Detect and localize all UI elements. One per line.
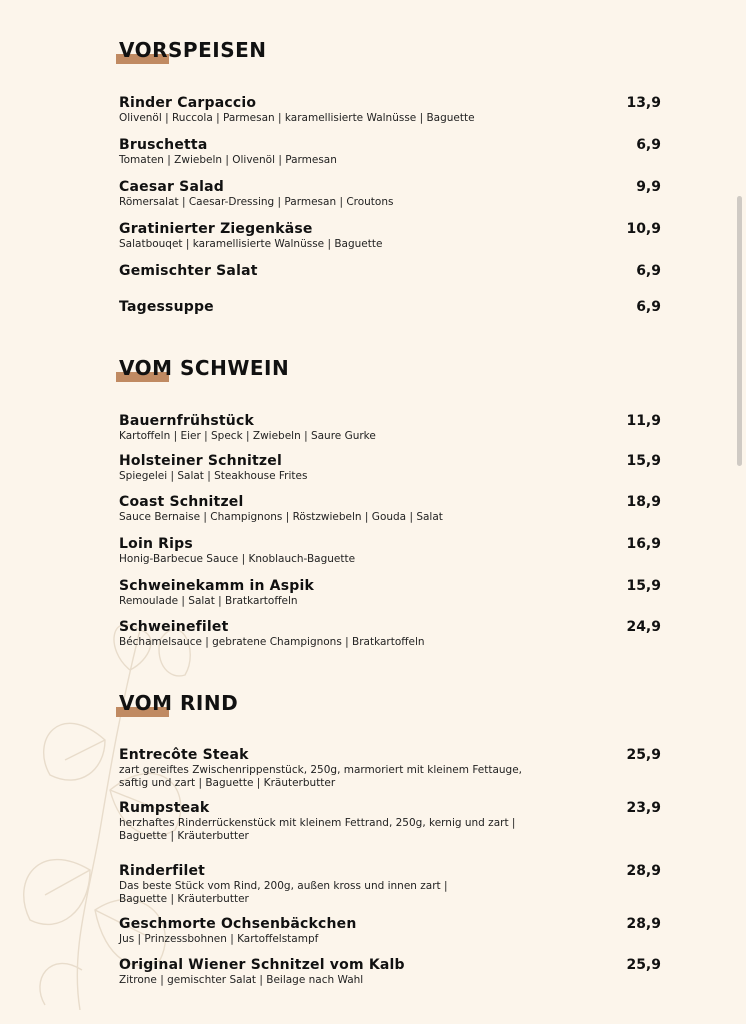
item-name: Bruschetta: [119, 137, 208, 153]
item-price: 16,9: [626, 536, 661, 552]
item-description: Kartoffeln | Eier | Speck | Zwiebeln | Saure Gurke: [119, 430, 376, 442]
menu-item: [119, 137, 661, 167]
menu-item: [119, 957, 661, 987]
item-description: Olivenöl | Ruccola | Parmesan | karamellisierte Walnüsse | Baguette: [119, 112, 475, 124]
menu-item: [119, 453, 661, 483]
item-description-line: herzhaftes Rinderrückenstück mit kleinem Fettrand, 250g, kernig und zart |: [119, 817, 516, 829]
item-name: Coast Schnitzel: [119, 494, 244, 510]
item-price: 15,9: [626, 578, 661, 594]
item-name: Geschmorte Ochsenbäckchen: [119, 916, 357, 932]
section-title: [119, 356, 661, 388]
item-price: 18,9: [626, 494, 661, 510]
item-price: 28,9: [626, 863, 661, 879]
scrollbar-thumb[interactable]: [737, 196, 742, 466]
item-name: Tagessuppe: [119, 299, 214, 315]
item-description: Honig-Barbecue Sauce | Knoblauch-Baguette: [119, 553, 356, 565]
item-description-line: zart gereiftes Zwischenrippenstück, 250g, marmoriert mit kleinem Fettauge,: [119, 764, 523, 776]
section-vom-rind: [119, 691, 661, 986]
item-price: 6,9: [636, 299, 661, 315]
item-description: Tomaten | Zwiebeln | Olivenöl | Parmesan: [119, 154, 337, 166]
section-vorspeisen: [119, 38, 661, 315]
menu-item: [119, 747, 661, 790]
item-description-line: Das beste Stück vom Rind, 200g, außen kross und innen zart |: [119, 880, 448, 892]
item-name: Entrecôte Steak: [119, 747, 249, 763]
item-name: Gemischter Salat: [119, 263, 258, 279]
item-description: [119, 817, 559, 843]
menu-item: [119, 263, 661, 279]
item-description: [119, 764, 559, 790]
item-price: 9,9: [636, 179, 661, 195]
item-name: Original Wiener Schnitzel vom Kalb: [119, 957, 405, 973]
item-name: Schweinekamm in Aspik: [119, 578, 314, 594]
section-title: [119, 691, 661, 723]
item-price: 13,9: [626, 95, 661, 111]
menu-item: [119, 179, 661, 209]
item-price: 15,9: [626, 453, 661, 469]
item-description: [119, 880, 559, 906]
item-name: Gratinierter Ziegenkäse: [119, 221, 313, 237]
menu-item: [119, 413, 661, 443]
menu-item: [119, 578, 661, 608]
menu-item: [119, 863, 661, 906]
menu-item: [119, 494, 661, 524]
item-name: Holsteiner Schnitzel: [119, 453, 282, 469]
section-title-text: VORSPEISEN: [119, 38, 267, 62]
item-description: Salatbouqet | karamellisierte Walnüsse | Baguette: [119, 238, 383, 250]
item-price: 10,9: [626, 221, 661, 237]
menu-item: [119, 221, 661, 251]
item-name: Rumpsteak: [119, 800, 210, 816]
item-name: Rinder Carpaccio: [119, 95, 257, 111]
item-price: 25,9: [626, 957, 661, 973]
item-description-line: Baguette | Kräuterbutter: [119, 893, 249, 905]
item-price: 11,9: [626, 413, 661, 429]
item-description: Remoulade | Salat | Bratkartoffeln: [119, 595, 298, 607]
section-title: [119, 38, 661, 70]
menu-item: [119, 800, 661, 843]
menu-item: [119, 95, 661, 125]
item-description-line: saftig und zart | Baguette | Kräuterbutter: [119, 777, 336, 789]
menu-item: [119, 536, 661, 566]
item-description-line: Baguette | Kräuterbutter: [119, 830, 249, 842]
item-description-line: Zitrone | gemischter Salat | Beilage nach Wahl: [119, 974, 364, 986]
item-description: Sauce Bernaise | Champignons | Röstzwiebeln | Gouda | Salat: [119, 511, 443, 523]
item-description: Béchamelsauce | gebratene Champignons | Bratkartoffeln: [119, 636, 425, 648]
menu-item: [119, 619, 661, 649]
item-description-line: Jus | Prinzessbohnen | Kartoffelstampf: [119, 933, 319, 945]
item-price: 24,9: [626, 619, 661, 635]
item-description: [119, 933, 559, 946]
item-price: 6,9: [636, 263, 661, 279]
item-name: Schweinefilet: [119, 619, 229, 635]
item-description: Römersalat | Caesar-Dressing | Parmesan | Croutons: [119, 196, 394, 208]
item-price: 6,9: [636, 137, 661, 153]
item-price: 25,9: [626, 747, 661, 763]
section-vom-schwein: [119, 356, 661, 648]
menu-item: [119, 916, 661, 946]
item-description: Spiegelei | Salat | Steakhouse Frites: [119, 470, 308, 482]
item-description: [119, 974, 559, 987]
section-title-text: VOM RIND: [119, 691, 239, 715]
item-name: Rinderfilet: [119, 863, 206, 879]
section-title-text: VOM SCHWEIN: [119, 356, 290, 380]
item-name: Bauernfrühstück: [119, 413, 254, 429]
item-name: Loin Rips: [119, 536, 193, 552]
item-price: 28,9: [626, 916, 661, 932]
menu-item: [119, 299, 661, 315]
item-price: 23,9: [626, 800, 661, 816]
item-name: Caesar Salad: [119, 179, 224, 195]
